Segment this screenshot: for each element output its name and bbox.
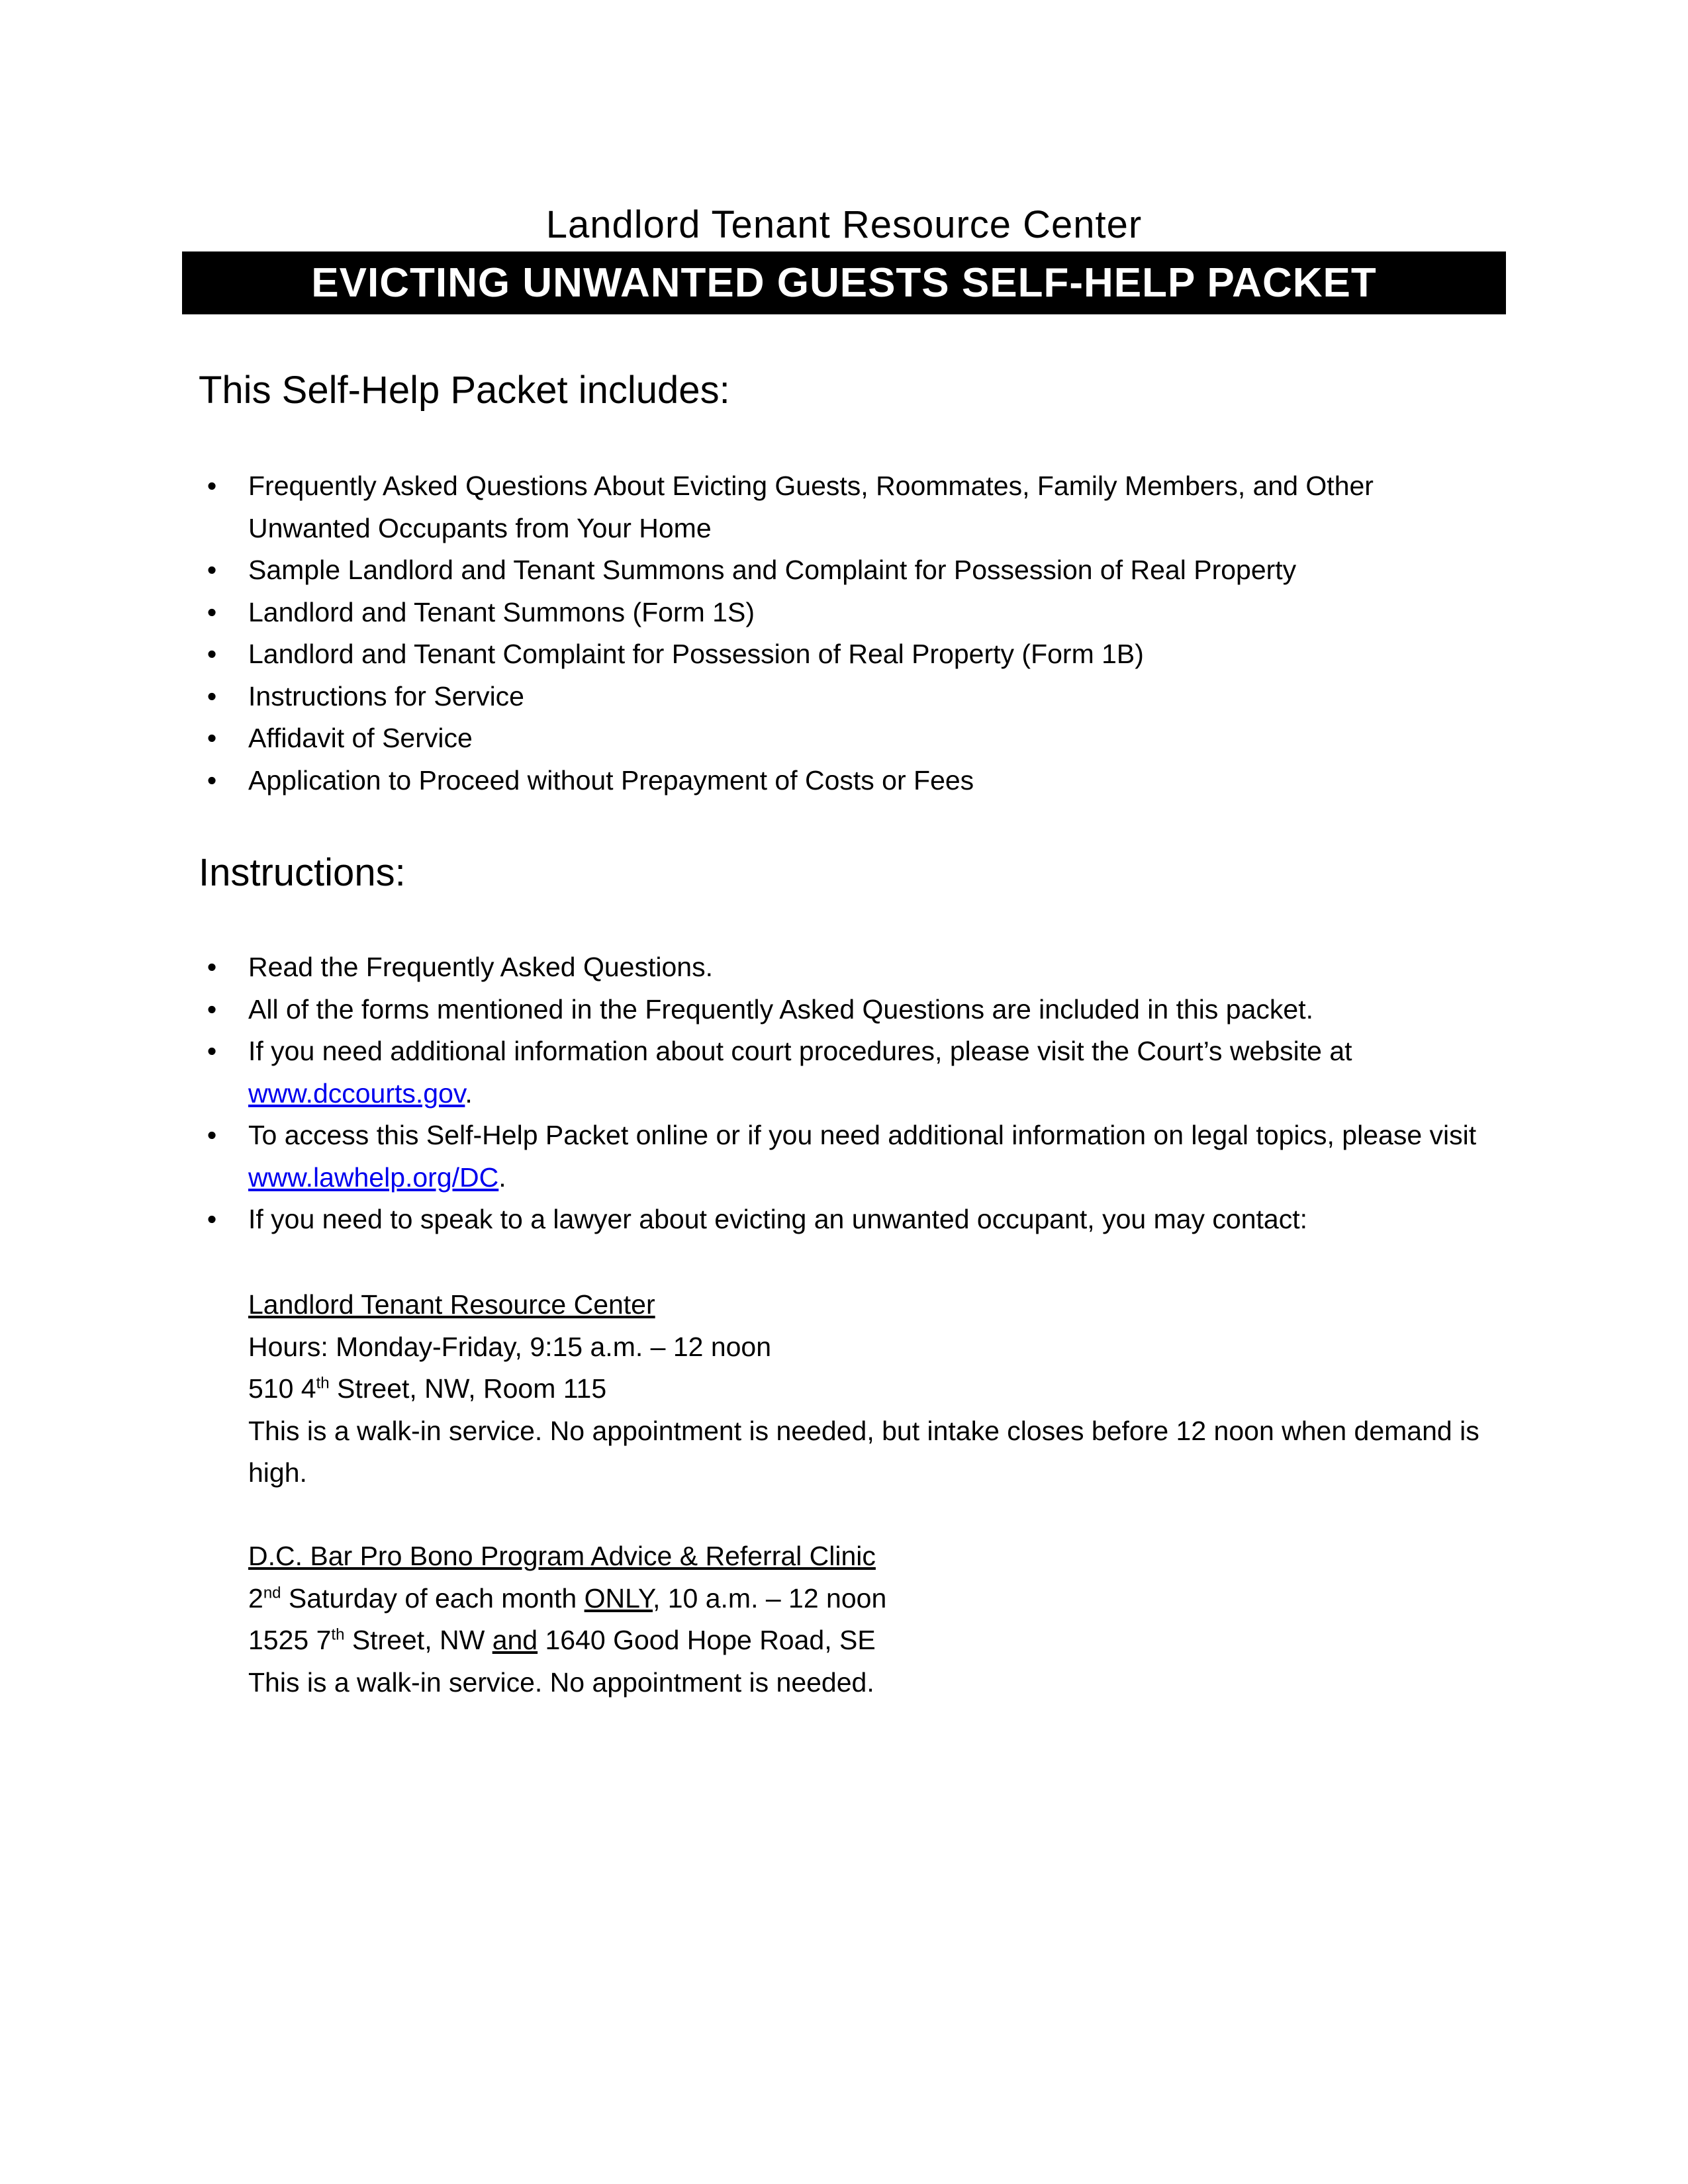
list-item	[199, 676, 1496, 718]
address-ordinal: th	[316, 1374, 330, 1392]
bullet-icon: •	[207, 1204, 217, 1234]
address-text: Street, NW	[344, 1625, 492, 1655]
list-item	[199, 592, 1496, 634]
bullet-icon: •	[207, 952, 217, 982]
list-item	[199, 989, 1496, 1031]
list-item	[199, 1199, 1496, 1241]
instructions-list	[199, 946, 1496, 1241]
schedule-text: Saturday of each month	[281, 1582, 585, 1614]
list-item-text: Instructions for Service	[248, 680, 524, 711]
list-item-text: To access this Self-Help Packet online or if you need additional information on legal topics, please visit	[248, 1120, 1477, 1150]
includes-list	[199, 465, 1496, 801]
list-item-text: Frequently Asked Questions About Evicting Guests, Roommates, Family Members, and Other Unwanted Occupants from Your Home	[248, 471, 1374, 543]
address-number: 510 4	[248, 1373, 316, 1404]
bullet-icon: •	[207, 764, 217, 796]
bullet-icon: •	[207, 1120, 217, 1150]
org-name: Landlord Tenant Resource Center	[545, 203, 1143, 246]
contact-address	[248, 1368, 1506, 1410]
list-item	[199, 717, 1496, 760]
list-item-text: Read the Frequently Asked Questions.	[248, 952, 713, 982]
contact-name: D.C. Bar Pro Bono Program Advice & Referral Clinic	[248, 1541, 876, 1571]
bullet-icon: •	[207, 993, 217, 1024]
list-item	[199, 1115, 1496, 1199]
list-item	[199, 946, 1496, 989]
schedule-number: 2	[248, 1582, 263, 1614]
list-item	[199, 1030, 1496, 1115]
packet-title: EVICTING UNWANTED GUESTS SELF-HELP PACKET	[182, 251, 1506, 314]
instructions-heading: Instructions:	[199, 851, 406, 894]
address-rest: Street, NW, Room 115	[329, 1373, 607, 1404]
schedule-only: ONLY	[584, 1582, 653, 1614]
contact-schedule	[248, 1578, 1506, 1620]
dcbar-contact	[248, 1535, 1506, 1704]
list-item-text-end: .	[498, 1161, 506, 1193]
list-item-text: Sample Landlord and Tenant Summons and Complaint for Possession of Real Property	[248, 555, 1297, 585]
contact-hours: Hours: Monday-Friday, 9:15 a.m. – 12 noon	[248, 1331, 772, 1362]
list-item	[199, 549, 1496, 592]
list-item-text: Application to Proceed without Prepayment of Costs or Fees	[248, 764, 974, 796]
list-item-text: If you need to speak to a lawyer about evicting an unwanted occupant, you may contact:	[248, 1204, 1308, 1234]
bullet-icon: •	[207, 1036, 217, 1066]
bullet-icon: •	[207, 471, 217, 501]
address-number: 1525 7	[248, 1625, 332, 1655]
dccourts-link[interactable]: www.dccourts.gov	[248, 1077, 465, 1109]
schedule-ordinal: nd	[263, 1583, 281, 1602]
list-item-text-end: .	[465, 1077, 473, 1109]
bullet-icon: •	[207, 723, 217, 753]
contact-note: This is a walk-in service. No appointment is needed.	[248, 1666, 874, 1698]
bullet-icon: •	[207, 596, 217, 627]
address-second: 1640 Good Hope Road, SE	[538, 1625, 876, 1655]
address-and: and	[492, 1625, 538, 1655]
address-ordinal: th	[331, 1625, 345, 1644]
list-item-text: All of the forms mentioned in the Frequently Asked Questions are included in this packet.	[248, 993, 1313, 1024]
list-item	[199, 760, 1496, 802]
list-item	[199, 465, 1496, 549]
lawhelp-link[interactable]: www.lawhelp.org/DC	[248, 1161, 499, 1193]
list-item	[199, 633, 1496, 676]
bullet-icon: •	[207, 639, 217, 669]
schedule-time: , 10 a.m. – 12 noon	[652, 1582, 887, 1614]
bullet-icon: •	[207, 555, 217, 585]
ltrc-contact	[248, 1284, 1506, 1494]
contact-name: Landlord Tenant Resource Center	[248, 1289, 655, 1320]
contact-address	[248, 1619, 1506, 1662]
list-item-text: Landlord and Tenant Summons (Form 1S)	[248, 596, 755, 627]
list-item-text: Landlord and Tenant Complaint for Possession of Real Property (Form 1B)	[248, 639, 1144, 669]
contact-note: This is a walk-in service. No appointment is needed, but intake closes before 12 noon when demand is high.	[248, 1415, 1479, 1488]
list-item-text: Affidavit of Service	[248, 723, 473, 753]
includes-heading: This Self-Help Packet includes:	[199, 369, 730, 412]
bullet-icon: •	[207, 680, 217, 711]
list-item-text: If you need additional information about court procedures, please visit the Court’s website at	[248, 1036, 1352, 1066]
